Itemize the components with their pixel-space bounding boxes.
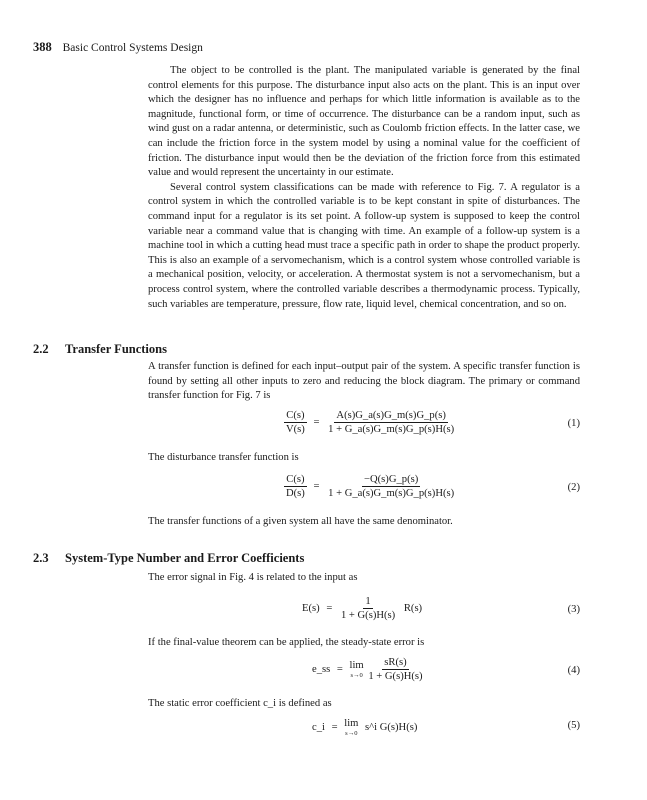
section-heading-2-3: [33, 551, 304, 566]
section-2-2-intro: [148, 360, 580, 404]
static-coefficient-lead: The static error coefficient c_i is defined as: [148, 698, 332, 709]
eq1-rhs: $\frac{A(s)G\_a(s)G\_m(s)G\_p(s)}{1 + G\_a(s)G\_m(s)G\_p(s)H(s)}$: [328, 410, 455, 435]
eq4-limit: lim s→0: [349, 660, 364, 679]
equation-number: (2): [567, 482, 580, 493]
page-number: 388: [33, 40, 52, 54]
eq4-fraction: $\frac{sR(s)}{1 + G(s)H(s)}$: [368, 657, 423, 682]
eq3-fraction: $\frac{1}{1 + G(s)H(s)}$: [340, 596, 396, 621]
intro-paragraphs: [148, 64, 580, 312]
paragraph-classifications: Several control system classifications can be made with reference to Fig. 7. A regulator is a control system in which the controlled variable is to be kept constant in spite of disturbances. The command input for a regulator is its set point. A follow-up system is supposed to keep the control variable near a command value that is changing with time. An example of a follow-up system is a machine tool in which a cutting head must trace a specific path in order to shape the product properly. This is also an example of a servomechanism, which is a control system whose controlled variable is a mechanical position, velocity, or acceleration. A thermostat system is not a servomechanism, but a process control system, where the controlled variable describes a thermodynamic process. Typically, such variables are temperature, pressure, flow rate, liquid level, chemical concentration, and so on.: [148, 181, 580, 310]
equation-number: (1): [567, 418, 580, 429]
equation-number: (5): [567, 720, 580, 731]
equation-number: (4): [567, 665, 580, 676]
paragraph-transfer-intro: A transfer function is defined for each input–output pair of the system. A specific transfer function is found by setting all other inputs to zero and reducing the block diagram. The primary or command transfer function for Fig. 7 is: [148, 361, 580, 402]
eq2-rhs: $\frac{-Q(s)G\_p(s)}{1 + G\_a(s)G\_m(s)G\_p(s)H(s)}$: [328, 474, 455, 499]
equation-number: (3): [567, 604, 580, 615]
section-number: 2.2: [33, 342, 49, 356]
final-value-text: If the final-value theorem can be applied, the steady-state error is: [148, 637, 425, 648]
section-number: 2.3: [33, 551, 49, 565]
section-title: Transfer Functions: [65, 342, 167, 356]
section-heading-2-2: [33, 342, 167, 357]
section-2-2-closing: The transfer functions of a given system all have the same denominator.: [148, 516, 453, 527]
page-header: [33, 40, 203, 55]
section-2-3-intro: The error signal in Fig. 4 is related to the input as: [148, 572, 358, 583]
section-title: System-Type Number and Error Coefficients: [65, 551, 305, 565]
running-title: Basic Control Systems Design: [62, 42, 203, 54]
eq1-lhs: $\frac{C(s)}{V(s)}$: [286, 410, 305, 435]
eq5-limit: lim s→0: [344, 718, 359, 737]
eq2-lhs: $\frac{C(s)}{D(s)}$: [286, 474, 305, 499]
paragraph-plant: The object to be controlled is the plant. The manipulated variable is generated by the final control elements for this purpose. The disturbance input also acts on the plant. This is an input over which the designer has no influence and perhaps for which little information is available as to the magnitude, functional form, or time of occurrence. The disturbance can be a random input, such as wind gust on a radar antenna, or deterministic, such as Coulomb friction effects. In the latter case, we can include the friction force in the system model by using a nominal value for the coefficient of friction. The disturbance input would then be the deviation of the friction force from this estimated value and would represent the uncertainty in our estimate.: [148, 65, 580, 179]
disturbance-lead: The disturbance transfer function is: [148, 452, 299, 463]
